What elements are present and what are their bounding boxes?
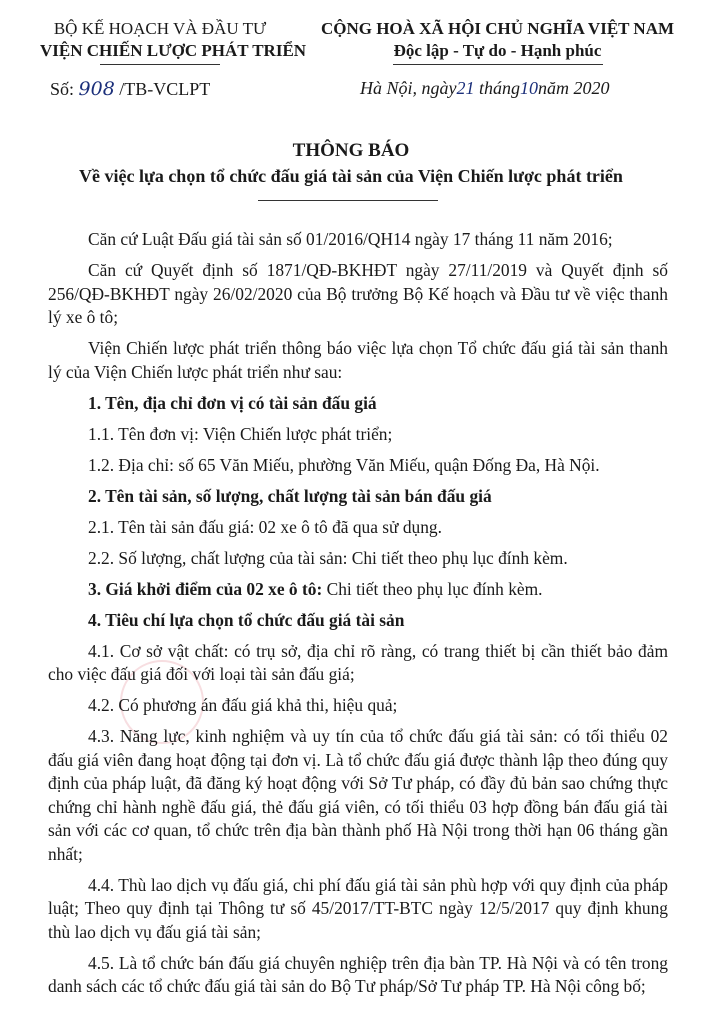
paragraph-text: Viện Chiến lược phát triển thông báo việc lựa chọn Tổ chức đấu giá tài sản thanh lý của Viện Chiến lược phát triển như sau:	[48, 338, 668, 382]
paragraph-heading: 2. Tên tài sản, số lượng, chất lượng tài sản bán đấu giá	[88, 485, 492, 506]
paragraph-text: Căn cứ Quyết định số 1871/QĐ-BKHĐT ngày 27/11/2019 và Quyết định số 256/QĐ-BKHĐT ngày 26/02/2020 của Bộ trưởng Bộ Kế hoạch và Đầu tư về việc thanh lý xe ô tô;	[48, 260, 668, 327]
body-paragraph	[48, 259, 668, 330]
ministry-name: BỘ KẾ HOẠCH VÀ ĐẦU TƯ	[53, 19, 267, 38]
date-part2: tháng	[479, 78, 521, 98]
paragraph-heading: 3. Giá khởi điểm của 02 xe ô tô:	[88, 578, 323, 599]
body-paragraph	[48, 516, 668, 540]
body-paragraph	[48, 952, 668, 999]
body-paragraph	[48, 337, 668, 384]
paragraph-text: 2.1. Tên tài sản đấu giá: 02 xe ô tô đã qua sử dụng.	[88, 516, 442, 537]
paragraph-text: 4.5. Là tổ chức bán đấu giá chuyên nghiệp trên địa bàn TP. Hà Nội và có tên trong danh sách các tổ chức đấu giá tài sản do Bộ Tư pháp/Sở Tư pháp TP. Hà Nội công bố;	[48, 952, 668, 996]
subtitle-rule	[258, 200, 438, 201]
notice-body	[48, 228, 668, 1006]
paragraph-text: Chi tiết theo phụ lục đính kèm.	[322, 578, 543, 599]
paragraph-heading: 4. Tiêu chí lựa chọn tổ chức đấu giá tài sản	[88, 609, 405, 630]
paragraph-text: 4.4. Thù lao dịch vụ đấu giá, chi phí đấu giá tài sản phù hợp với quy định của pháp luật; Theo quy định tại Thông tư số 45/2017/TT-BTC ngày 12/5/2017 quy định khung thù lao dịch vụ đấu giá tài sản;	[48, 874, 668, 942]
body-paragraph	[48, 485, 668, 509]
institute-name: VIỆN CHIẾN LƯỢC PHÁT TRIỂN	[40, 41, 307, 60]
header-rule-right	[393, 64, 603, 65]
paragraph-text: 4.3. Năng lực, kinh nghiệm và uy tín của tổ chức đấu giá tài sản: có tối thiểu 02 đấu giá viên đang hoạt động tại đơn vị. Là tổ chức đấu giá được thành lập theo đúng quy định của pháp luật, đã đăng ký hoạt động với Sở Tư pháp, có đầy đủ bản sao chứng thực chứng chỉ hành nghề đấu giá, thẻ đấu giá viên, có tối thiểu 03 hợp đồng bán đấu giá tài sản với các cơ quan, tổ chức trên địa bàn thành phố Hà Nội trong thời hạn 06 tháng gần nhất;	[48, 726, 668, 864]
date-month: 10	[520, 78, 539, 98]
date-line	[360, 78, 610, 99]
paragraph-text: 4.1. Cơ sở vật chất: có trụ sở, địa chỉ rõ ràng, có trang thiết bị cần thiết bảo đảm cho việc đấu giá đối với loại tài sản đấu giá;	[48, 640, 668, 684]
body-paragraph	[48, 454, 668, 478]
paragraph-text: 1.1. Tên đơn vị: Viện Chiến lược phát triển;	[88, 423, 393, 444]
notice-subtitle: Về việc lựa chọn tổ chức đấu giá tài sản của Viện Chiến lược phát triển	[79, 166, 623, 186]
country-name: CỘNG HOÀ XÃ HỘI CHỦ NGHĨA VIỆT NAM	[320, 19, 675, 38]
notice-title: THÔNG BÁO	[292, 140, 410, 161]
date-day: 21	[456, 78, 475, 98]
paragraph-heading: 1. Tên, địa chỉ đơn vị có tài sản đấu giá	[88, 392, 377, 413]
paragraph-text: Căn cứ Luật Đấu giá tài sản số 01/2016/QH14 ngày 17 tháng 11 năm 2016;	[88, 229, 613, 249]
doc-number-handwritten: 908	[78, 78, 115, 100]
paragraph-text: 1.2. Địa chỉ: số 65 Văn Miếu, phường Văn Miếu, quận Đống Đa, Hà Nội.	[88, 454, 600, 475]
paragraph-text: 4.2. Có phương án đấu giá khả thi, hiệu quả;	[88, 695, 398, 715]
body-paragraph	[48, 640, 668, 687]
header-rule-left	[100, 64, 220, 65]
doc-number-suffix: /TB-VCLPT	[119, 79, 211, 99]
doc-number-prefix: Số:	[50, 79, 75, 99]
body-paragraph	[48, 423, 668, 447]
body-paragraph	[48, 228, 668, 252]
national-header	[300, 18, 695, 65]
national-motto: Độc lập - Tự do - Hạnh phúc	[393, 41, 602, 60]
body-paragraph	[48, 725, 668, 866]
body-paragraph	[48, 547, 668, 571]
body-paragraph	[48, 874, 668, 945]
body-paragraph	[48, 609, 668, 633]
document-number	[50, 78, 210, 100]
date-part3: năm 2020	[538, 78, 610, 98]
body-paragraph	[48, 694, 668, 718]
body-paragraph	[48, 578, 668, 602]
body-paragraph	[48, 392, 668, 416]
issuer-header	[40, 18, 307, 65]
paragraph-text: 2.2. Số lượng, chất lượng của tài sản: Chi tiết theo phụ lục đính kèm.	[88, 547, 568, 568]
date-part1: Hà Nội, ngày	[360, 78, 457, 98]
